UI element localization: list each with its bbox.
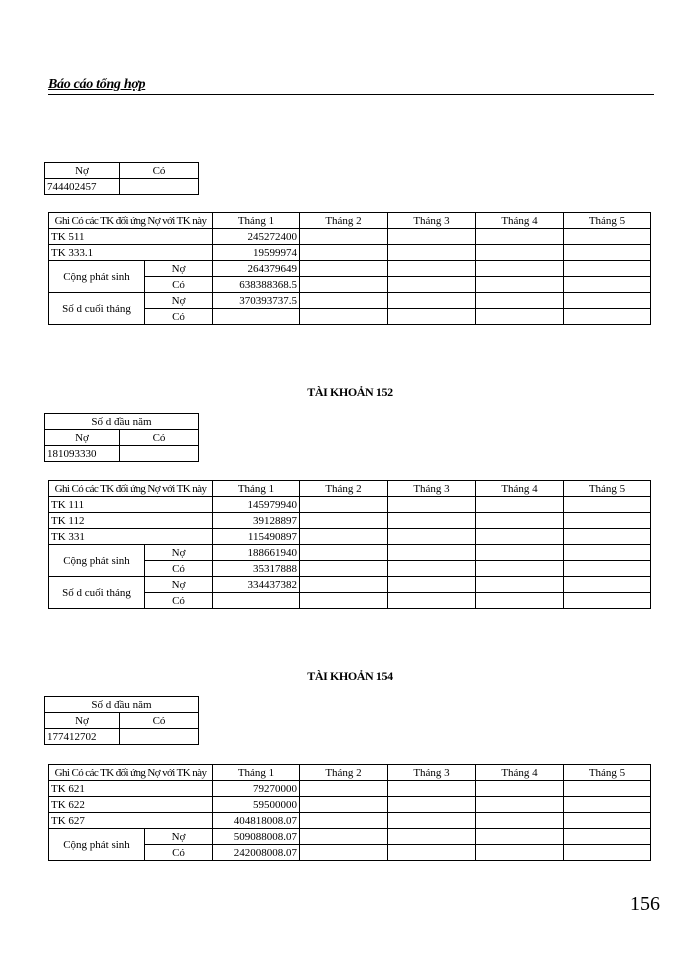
account-label: TK 112 xyxy=(49,513,213,529)
closing-balance-label: Số d cuối tháng xyxy=(49,577,145,609)
opening-balance-table-2 xyxy=(44,413,199,462)
opening-debit-header: Nợ xyxy=(45,713,120,729)
header-month-5: Tháng 5 xyxy=(564,213,651,229)
opening-debit-value: 744402457 xyxy=(45,179,120,195)
table-row xyxy=(49,245,651,261)
opening-credit-value xyxy=(120,729,199,745)
opening-caption: Số d đầu năm xyxy=(45,414,199,430)
arising-total-label: Cộng phát sinh xyxy=(49,829,145,861)
opening-debit-value: 177412702 xyxy=(45,729,120,745)
table-row xyxy=(49,497,651,513)
header-counter-account: Ghi Có các TK đối ứng Nợ với TK này xyxy=(49,213,213,229)
account-value: 19599974 xyxy=(213,245,300,261)
closing-debit-label: Nợ xyxy=(145,293,213,309)
header-month-4: Tháng 4 xyxy=(476,213,564,229)
account-value: 145979940 xyxy=(213,497,300,513)
opening-caption: Số d đầu năm xyxy=(45,697,199,713)
account-label: TK 511 xyxy=(49,229,213,245)
opening-debit-value: 181093330 xyxy=(45,446,120,462)
account-label: TK 622 xyxy=(49,797,213,813)
header-month-3: Tháng 3 xyxy=(388,765,476,781)
header-month-1: Tháng 1 xyxy=(213,213,300,229)
account-value: 39128897 xyxy=(213,513,300,529)
table-row xyxy=(49,781,651,797)
table-row xyxy=(49,797,651,813)
account-label: TK 331 xyxy=(49,529,213,545)
section-title-152: TÀI KHOẢN 152 xyxy=(307,385,393,399)
closing-debit-label: Nợ xyxy=(145,577,213,593)
arising-debit-value: 264379649 xyxy=(213,261,300,277)
account-label: TK 333.1 xyxy=(49,245,213,261)
arising-debit-value: 509088008.07 xyxy=(213,829,300,845)
account-label: TK 621 xyxy=(49,781,213,797)
table-row xyxy=(49,261,651,277)
opening-balance-table-1 xyxy=(44,162,199,195)
opening-credit-value xyxy=(120,446,199,462)
header-counter-account: Ghi Có các TK đối ứng Nợ với TK này xyxy=(49,481,213,497)
header-month-3: Tháng 3 xyxy=(388,481,476,497)
ledger-table-2 xyxy=(48,480,651,609)
account-value: 115490897 xyxy=(213,529,300,545)
opening-balance-table-3 xyxy=(44,696,199,745)
account-value: 59500000 xyxy=(213,797,300,813)
header-month-3: Tháng 3 xyxy=(388,213,476,229)
header-month-2: Tháng 2 xyxy=(300,481,388,497)
header-month-2: Tháng 2 xyxy=(300,765,388,781)
opening-credit-value xyxy=(120,179,199,195)
account-label: TK 627 xyxy=(49,813,213,829)
arising-credit-value: 638388368.5 xyxy=(213,277,300,293)
opening-debit-header: Nợ xyxy=(45,430,120,446)
closing-debit-value: 334437382 xyxy=(213,577,300,593)
table-row xyxy=(49,829,651,845)
arising-debit-label: Nợ xyxy=(145,261,213,277)
account-label: TK 111 xyxy=(49,497,213,513)
closing-debit-value: 370393737.5 xyxy=(213,293,300,309)
closing-credit-label: Có xyxy=(145,593,213,609)
table-row xyxy=(49,545,651,561)
table-row xyxy=(49,813,651,829)
arising-total-label: Cộng phát sinh xyxy=(49,261,145,293)
closing-credit-label: Có xyxy=(145,309,213,325)
header-month-4: Tháng 4 xyxy=(476,765,564,781)
header-month-1: Tháng 1 xyxy=(213,765,300,781)
table-row xyxy=(49,513,651,529)
arising-credit-label: Có xyxy=(145,277,213,293)
opening-credit-header: Có xyxy=(120,163,199,179)
closing-credit-value xyxy=(213,309,300,325)
header-month-5: Tháng 5 xyxy=(564,481,651,497)
report-title: Báo cáo tổng hợp xyxy=(48,77,146,92)
opening-credit-header: Có xyxy=(120,713,199,729)
table-row xyxy=(49,529,651,545)
arising-total-label: Cộng phát sinh xyxy=(49,545,145,577)
table-row xyxy=(49,577,651,593)
header-month-2: Tháng 2 xyxy=(300,213,388,229)
header-month-1: Tháng 1 xyxy=(213,481,300,497)
account-value: 245272400 xyxy=(213,229,300,245)
arising-credit-label: Có xyxy=(145,845,213,861)
report-header xyxy=(48,76,654,95)
opening-debit-header: Nợ xyxy=(45,163,120,179)
closing-credit-value xyxy=(213,593,300,609)
table-row xyxy=(49,229,651,245)
header-month-4: Tháng 4 xyxy=(476,481,564,497)
closing-balance-label: Số d cuối tháng xyxy=(49,293,145,325)
opening-credit-header: Có xyxy=(120,430,199,446)
header-month-5: Tháng 5 xyxy=(564,765,651,781)
section-title-154: TÀI KHOẢN 154 xyxy=(307,669,393,683)
arising-credit-value: 35317888 xyxy=(213,561,300,577)
header-counter-account: Ghi Có các TK đối ứng Nợ với TK này xyxy=(49,765,213,781)
arising-debit-label: Nợ xyxy=(145,545,213,561)
arising-credit-value: 242008008.07 xyxy=(213,845,300,861)
ledger-table-3 xyxy=(48,764,651,861)
arising-credit-label: Có xyxy=(145,561,213,577)
arising-debit-label: Nợ xyxy=(145,829,213,845)
table-row xyxy=(49,293,651,309)
ledger-table-1 xyxy=(48,212,651,325)
arising-debit-value: 188661940 xyxy=(213,545,300,561)
page-number: 156 xyxy=(630,893,660,915)
account-value: 79270000 xyxy=(213,781,300,797)
account-value: 404818008.07 xyxy=(213,813,300,829)
